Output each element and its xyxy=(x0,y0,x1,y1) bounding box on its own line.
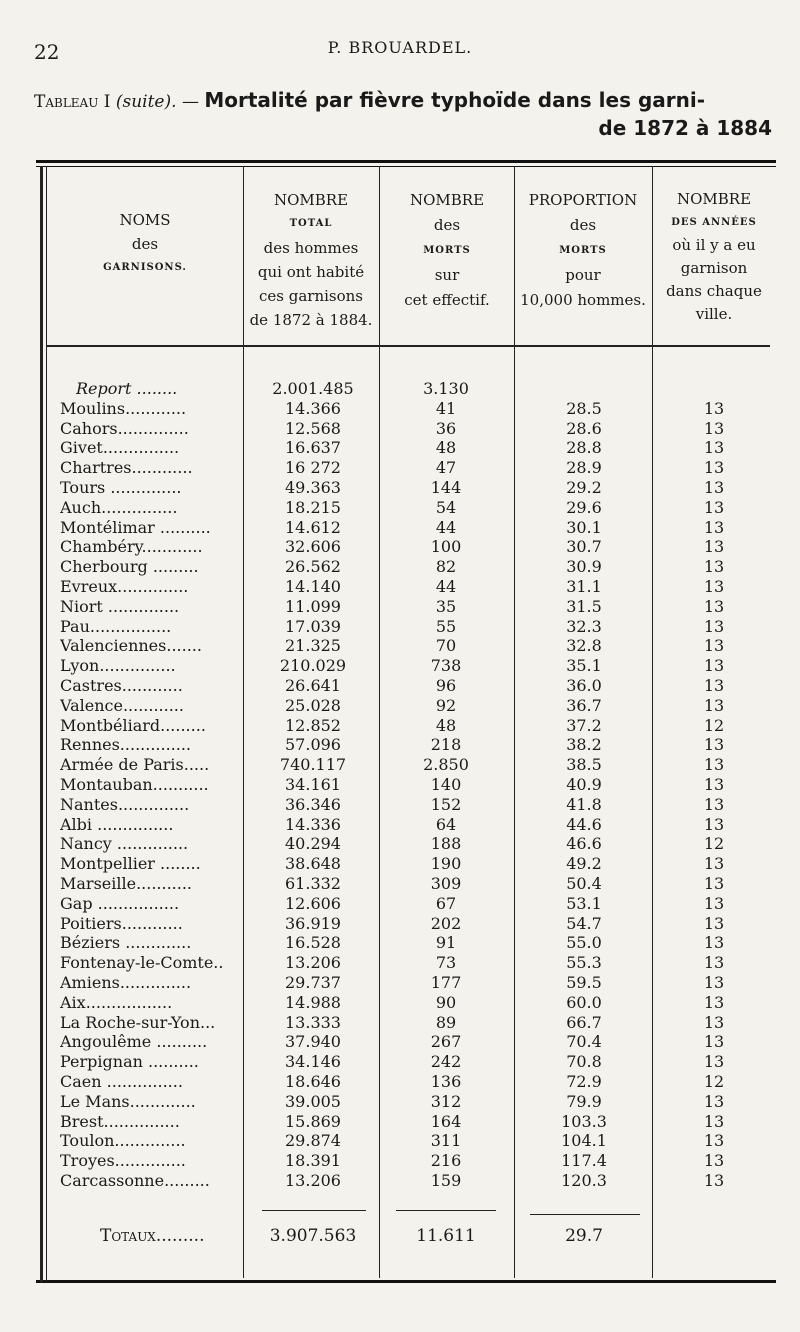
row-annees: 13 xyxy=(703,478,725,497)
table-row xyxy=(0,815,800,835)
row-name: Angoulême .......... xyxy=(60,1032,208,1052)
totals-morts: 11.611 xyxy=(416,1226,476,1246)
row-name: Valence............ xyxy=(60,695,184,715)
row-total: 14.988 xyxy=(285,992,341,1012)
table-row xyxy=(0,419,800,439)
row-annees: 13 xyxy=(703,458,725,478)
row-proportion: 36.0 xyxy=(566,676,602,695)
caption-dash: — xyxy=(181,92,199,112)
table-row xyxy=(0,1092,800,1112)
row-morts: 140 xyxy=(430,775,462,794)
table-row xyxy=(0,617,800,637)
header-total-line1: NOMBRE xyxy=(273,191,349,209)
row-morts: 218 xyxy=(430,735,462,755)
row-morts: 67 xyxy=(435,893,457,913)
row-total: 16 272 xyxy=(285,458,341,478)
row-annees: 13 xyxy=(703,775,725,794)
row-total: 40.294 xyxy=(285,834,341,854)
row-total: 21.325 xyxy=(285,636,341,656)
row-name: Caen ............... xyxy=(60,1072,183,1091)
row-name: Montpellier ........ xyxy=(60,854,201,874)
running-head: P. BROUARDEL. xyxy=(327,38,473,57)
row-proportion: 40.9 xyxy=(566,775,602,794)
header-noms-line1: NOMS xyxy=(119,211,171,229)
row-proportion: 72.9 xyxy=(566,1072,602,1091)
row-morts: 41 xyxy=(435,398,457,418)
header-annees-line4: garnison xyxy=(680,259,748,277)
row-proportion: 55.0 xyxy=(566,933,602,953)
row-total: 14.612 xyxy=(285,517,341,537)
table-row xyxy=(0,478,800,498)
totals-row xyxy=(0,1226,800,1250)
row-morts: 216 xyxy=(430,1151,462,1171)
row-annees: 13 xyxy=(703,616,725,636)
table-row xyxy=(0,1151,800,1171)
row-total: 12.568 xyxy=(285,418,341,438)
table-row xyxy=(0,795,800,815)
row-total: 14.366 xyxy=(285,398,341,418)
table-row xyxy=(0,735,800,755)
row-total: 36.919 xyxy=(285,913,341,933)
row-annees: 13 xyxy=(703,1012,725,1032)
row-proportion: 38.2 xyxy=(566,735,602,755)
table-row xyxy=(0,636,800,656)
header-total-line2: TOTAL xyxy=(289,218,333,229)
row-proportion: 59.5 xyxy=(566,973,602,992)
row-name: Amiens.............. xyxy=(60,973,192,992)
row-name: Fontenay-le-Comte.. xyxy=(60,953,224,973)
row-name: Poitiers............ xyxy=(60,913,183,933)
row-total: 29.737 xyxy=(285,973,341,992)
row-proportion: 31.5 xyxy=(566,596,602,616)
table-row xyxy=(0,1052,800,1072)
row-morts: 96 xyxy=(435,676,457,695)
row-proportion: 28.5 xyxy=(566,398,602,418)
table-row xyxy=(0,894,800,914)
row-total: 16.528 xyxy=(285,933,341,953)
row-morts: 64 xyxy=(435,814,457,834)
row-morts: 159 xyxy=(430,1171,462,1190)
row-total: 29.874 xyxy=(285,1131,341,1151)
header-proportion xyxy=(515,188,651,313)
header-total-line5: ces garnisons xyxy=(258,287,363,305)
row-proportion: 30.7 xyxy=(566,537,602,557)
header-total xyxy=(244,188,378,332)
row-annees: 13 xyxy=(703,953,725,973)
row-annees: 13 xyxy=(703,1171,725,1190)
row-morts: 55 xyxy=(435,616,457,636)
row-proportion: 70.8 xyxy=(566,1052,602,1072)
row-name: Marseille........... xyxy=(60,874,193,893)
row-total: 34.161 xyxy=(285,775,341,794)
header-noms-line3: GARNISONS. xyxy=(103,262,187,273)
row-morts: 188 xyxy=(430,834,462,854)
table-row xyxy=(0,399,800,419)
row-name: Castres............ xyxy=(60,676,183,695)
table-row xyxy=(0,874,800,894)
row-name: Chartres............ xyxy=(60,458,193,478)
header-noms-line2: des xyxy=(131,235,159,253)
row-proportion: 28.8 xyxy=(566,438,602,458)
row-total: 25.028 xyxy=(285,695,341,715)
row-annees: 13 xyxy=(703,497,725,517)
row-proportion: 104.1 xyxy=(561,1131,607,1151)
row-name: Béziers ............. xyxy=(60,933,192,953)
table-row xyxy=(0,914,800,934)
row-proportion: 37.2 xyxy=(566,715,602,735)
header-total-line3: des hommes xyxy=(263,239,359,257)
row-name: Brest............... xyxy=(60,1111,180,1131)
row-annees: 13 xyxy=(703,1032,725,1052)
row-annees: 13 xyxy=(703,517,725,537)
row-annees: 13 xyxy=(703,933,725,953)
table-row xyxy=(0,834,800,854)
table-row xyxy=(0,656,800,676)
row-proportion: 30.1 xyxy=(566,517,602,537)
table-row xyxy=(0,854,800,874)
row-annees: 13 xyxy=(703,656,725,676)
row-name: Albi ............... xyxy=(60,814,174,834)
table-row xyxy=(0,676,800,696)
row-name: Chambéry............ xyxy=(60,537,203,557)
row-morts: 202 xyxy=(430,913,462,933)
row-total: 740.117 xyxy=(279,755,347,775)
row-annees: 13 xyxy=(703,794,725,814)
row-name: Evreux.............. xyxy=(60,577,189,596)
row-annees: 13 xyxy=(703,1052,725,1072)
row-total: 38.648 xyxy=(285,854,341,874)
row-morts: 100 xyxy=(430,537,462,557)
row-name: Cahors.............. xyxy=(60,418,189,438)
row-morts: 164 xyxy=(430,1111,462,1131)
row-name: Pau................ xyxy=(60,616,172,636)
row-morts: 36 xyxy=(435,418,457,438)
row-proportion: 28.6 xyxy=(566,418,602,438)
row-morts: 3.130 xyxy=(423,379,469,398)
header-total-line6: de 1872 à 1884. xyxy=(249,311,373,329)
row-morts: 311 xyxy=(430,1131,462,1151)
row-annees: 13 xyxy=(703,735,725,755)
table-row xyxy=(0,577,800,597)
row-morts: 54 xyxy=(435,497,457,517)
table-row xyxy=(0,438,800,458)
row-annees: 13 xyxy=(703,577,725,596)
table-row xyxy=(0,1032,800,1052)
totals-proportion: 29.7 xyxy=(565,1226,603,1246)
header-total-line4: qui ont habité xyxy=(257,263,365,281)
row-total: 39.005 xyxy=(285,1091,341,1111)
row-morts: 92 xyxy=(435,695,457,715)
row-name: Armée de Paris..... xyxy=(60,755,210,775)
row-name: Toulon.............. xyxy=(60,1131,186,1151)
row-morts: 136 xyxy=(430,1072,462,1091)
row-total: 15.869 xyxy=(285,1111,341,1131)
row-morts: 177 xyxy=(430,973,462,992)
row-morts: 242 xyxy=(430,1052,462,1072)
row-annees: 13 xyxy=(703,596,725,616)
row-annees: 13 xyxy=(703,913,725,933)
header-noms xyxy=(48,208,242,280)
row-proportion: 44.6 xyxy=(566,814,602,834)
row-name: Gap ................ xyxy=(60,893,180,913)
table-row xyxy=(0,518,800,538)
row-annees: 13 xyxy=(703,893,725,913)
row-total: 37.940 xyxy=(285,1032,341,1052)
table-row xyxy=(0,716,800,736)
row-name: Auch............... xyxy=(60,497,178,517)
row-proportion: 41.8 xyxy=(566,794,602,814)
header-underline xyxy=(46,345,770,347)
totals-rule-morts xyxy=(396,1210,496,1211)
row-name: Aix................. xyxy=(60,992,173,1012)
row-total: 34.146 xyxy=(285,1052,341,1072)
row-name: Perpignan .......... xyxy=(60,1052,199,1072)
row-total: 12.606 xyxy=(285,893,341,913)
row-proportion: 50.4 xyxy=(566,874,602,893)
row-annees: 13 xyxy=(703,992,725,1012)
row-total: 13.206 xyxy=(285,953,341,973)
row-annees: 13 xyxy=(703,438,725,458)
row-annees: 13 xyxy=(703,418,725,438)
table-row xyxy=(0,933,800,953)
header-prop-line2: des xyxy=(569,216,597,234)
row-annees: 13 xyxy=(703,398,725,418)
table-row xyxy=(0,775,800,795)
row-total: 26.641 xyxy=(285,676,341,695)
row-morts: 2.850 xyxy=(423,755,469,775)
caption-suite: (suite). xyxy=(115,92,177,112)
table-row xyxy=(0,1112,800,1132)
row-proportion: 29.6 xyxy=(566,497,602,517)
row-name: Nantes.............. xyxy=(60,794,190,814)
row-proportion: 70.4 xyxy=(566,1032,602,1052)
row-proportion: 55.3 xyxy=(566,953,602,973)
row-annees: 13 xyxy=(703,1151,725,1171)
row-proportion: 49.2 xyxy=(566,854,602,874)
row-annees: 12 xyxy=(703,1072,725,1091)
row-proportion: 46.6 xyxy=(566,834,602,854)
row-annees: 13 xyxy=(703,973,725,992)
row-proportion: 28.9 xyxy=(566,458,602,478)
table-row xyxy=(0,498,800,518)
row-proportion: 32.3 xyxy=(566,616,602,636)
table-row xyxy=(0,1131,800,1151)
row-proportion: 29.2 xyxy=(566,478,602,497)
header-annees-line2: DES ANNÉES xyxy=(671,217,757,228)
row-total: 61.332 xyxy=(285,874,341,893)
row-annees: 13 xyxy=(703,537,725,557)
row-proportion: 31.1 xyxy=(566,577,602,596)
row-total: 18.215 xyxy=(285,497,341,517)
row-name: Givet............... xyxy=(60,438,180,458)
header-annees-line1: NOMBRE xyxy=(676,190,752,208)
table-row xyxy=(0,1013,800,1033)
row-name: Valenciennes....... xyxy=(60,636,202,656)
table-caption xyxy=(34,88,705,112)
header-annees-line5: dans chaque xyxy=(666,282,762,300)
row-total: 13.206 xyxy=(285,1171,341,1190)
row-proportion: 117.4 xyxy=(561,1151,607,1171)
totals-label: Totaux......... xyxy=(100,1226,205,1246)
row-proportion: 53.1 xyxy=(566,893,602,913)
row-proportion: 66.7 xyxy=(566,1012,602,1032)
row-proportion: 120.3 xyxy=(561,1171,607,1190)
table-top-rule xyxy=(36,160,776,163)
row-total: 32.606 xyxy=(285,537,341,557)
header-morts-line2: des xyxy=(433,216,461,234)
header-morts-line3: MORTS xyxy=(423,245,471,256)
row-proportion: 38.5 xyxy=(566,755,602,775)
header-morts-line5: cet effectif. xyxy=(404,291,490,309)
row-total: 14.336 xyxy=(285,814,341,834)
row-total: 210.029 xyxy=(279,656,347,676)
row-total: 12.852 xyxy=(285,715,341,735)
caption-label: Tableau I xyxy=(34,92,111,112)
row-total: 17.039 xyxy=(285,616,341,636)
row-name: Montbéliard......... xyxy=(60,715,206,735)
row-name: Nancy .............. xyxy=(60,834,189,854)
row-total: 26.562 xyxy=(285,557,341,577)
row-proportion: 30.9 xyxy=(566,557,602,577)
table-row xyxy=(0,993,800,1013)
row-name: La Roche-sur-Yon... xyxy=(60,1012,216,1032)
row-morts: 144 xyxy=(430,478,462,497)
row-morts: 309 xyxy=(430,874,462,893)
row-name: Montélimar .......... xyxy=(60,517,211,537)
row-total: 11.099 xyxy=(285,596,341,616)
header-morts-line1: NOMBRE xyxy=(409,191,485,209)
row-name: Tours .............. xyxy=(60,478,182,497)
row-total: 18.646 xyxy=(285,1072,341,1091)
row-proportion: 35.1 xyxy=(566,656,602,676)
header-morts-line4: sur xyxy=(434,266,460,284)
row-total: 14.140 xyxy=(285,577,341,596)
row-proportion: 79.9 xyxy=(566,1091,602,1111)
row-morts: 48 xyxy=(435,438,457,458)
row-annees: 12 xyxy=(703,715,725,735)
header-annees-line6: ville. xyxy=(695,305,733,323)
table-row xyxy=(0,696,800,716)
row-morts: 738 xyxy=(430,656,462,676)
row-annees: 13 xyxy=(703,1131,725,1151)
row-proportion: 60.0 xyxy=(566,992,602,1012)
table-row xyxy=(0,379,800,399)
row-name: Carcassonne......... xyxy=(60,1171,210,1190)
header-prop-line3: MORTS xyxy=(559,245,607,256)
row-annees: 13 xyxy=(703,854,725,874)
row-total: 2.001.485 xyxy=(272,379,354,398)
table-bottom-rule xyxy=(36,1280,776,1283)
page-number: 22 xyxy=(34,40,60,64)
row-morts: 91 xyxy=(435,933,457,953)
row-name: Report ........ xyxy=(76,379,178,398)
header-prop-line5: 10,000 hommes. xyxy=(520,291,646,309)
row-annees: 13 xyxy=(703,1091,725,1111)
row-total: 49.363 xyxy=(285,478,341,497)
row-morts: 35 xyxy=(435,596,457,616)
table-row xyxy=(0,1171,800,1191)
header-annees-line3: où il y a eu xyxy=(672,236,756,254)
table-row xyxy=(0,597,800,617)
totals-rule-total xyxy=(262,1210,366,1211)
row-morts: 44 xyxy=(435,517,457,537)
header-annees xyxy=(653,188,775,326)
header-morts xyxy=(380,188,514,313)
table-row xyxy=(0,973,800,993)
row-morts: 267 xyxy=(430,1032,462,1052)
row-total: 18.391 xyxy=(285,1151,341,1171)
header-prop-line4: pour xyxy=(565,266,601,284)
row-name: Cherbourg ......... xyxy=(60,557,199,577)
row-annees: 13 xyxy=(703,1111,725,1131)
row-annees: 13 xyxy=(703,755,725,775)
row-morts: 90 xyxy=(435,992,457,1012)
table-row xyxy=(0,755,800,775)
row-total: 16.637 xyxy=(285,438,341,458)
row-name: Rennes.............. xyxy=(60,735,192,755)
table-top-rule-thin xyxy=(36,166,776,167)
row-name: Troyes.............. xyxy=(60,1151,186,1171)
row-proportion: 54.7 xyxy=(566,913,602,933)
totals-rule-prop xyxy=(530,1214,640,1215)
row-name: Moulins............ xyxy=(60,398,187,418)
row-annees: 13 xyxy=(703,814,725,834)
row-morts: 70 xyxy=(435,636,457,656)
row-morts: 82 xyxy=(435,557,457,577)
caption-title-line2: de 1872 à 1884 xyxy=(598,116,772,140)
row-total: 13.333 xyxy=(285,1012,341,1032)
row-annees: 13 xyxy=(703,695,725,715)
row-name: Montauban........... xyxy=(60,775,209,794)
row-annees: 12 xyxy=(703,834,725,854)
row-morts: 47 xyxy=(435,458,457,478)
row-name: Le Mans............. xyxy=(60,1091,196,1111)
row-total: 57.096 xyxy=(285,735,341,755)
row-morts: 312 xyxy=(430,1091,462,1111)
table-row xyxy=(0,458,800,478)
table-row xyxy=(0,557,800,577)
row-annees: 13 xyxy=(703,676,725,695)
caption-title-line1: Mortalité par fièvre typhoïde dans les garni- xyxy=(204,88,706,112)
table-row xyxy=(0,953,800,973)
row-annees: 13 xyxy=(703,557,725,577)
row-morts: 48 xyxy=(435,715,457,735)
row-morts: 44 xyxy=(435,577,457,596)
row-proportion: 32.8 xyxy=(566,636,602,656)
row-morts: 73 xyxy=(435,953,457,973)
row-annees: 13 xyxy=(703,874,725,893)
table-row xyxy=(0,537,800,557)
row-morts: 89 xyxy=(435,1012,457,1032)
row-proportion: 36.7 xyxy=(566,695,602,715)
row-name: Niort .............. xyxy=(60,596,180,616)
row-proportion: 103.3 xyxy=(561,1111,607,1131)
totals-total: 3.907.563 xyxy=(269,1226,357,1246)
row-morts: 190 xyxy=(430,854,462,874)
row-total: 36.346 xyxy=(285,794,341,814)
row-name: Lyon............... xyxy=(60,656,176,676)
header-prop-line1: PROPORTION xyxy=(528,191,638,209)
row-annees: 13 xyxy=(703,636,725,656)
table-row xyxy=(0,1072,800,1092)
row-morts: 152 xyxy=(430,794,462,814)
